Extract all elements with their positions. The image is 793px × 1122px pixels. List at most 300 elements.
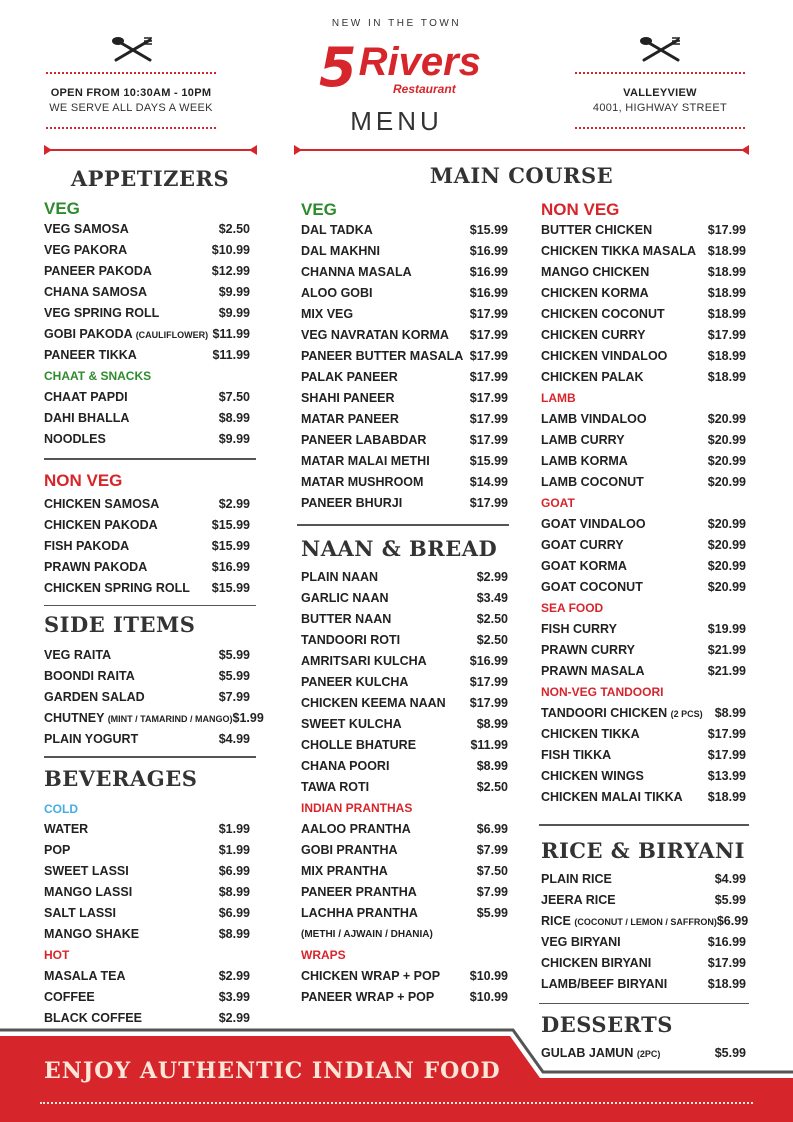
menu-item-name (541, 514, 646, 535)
item-name-text: TANDOORI CHICKEN (541, 706, 668, 720)
menu-item-price: $20.99 (707, 475, 746, 489)
menu-item-name (44, 924, 139, 945)
item-name-text: MIX VEG (301, 307, 354, 321)
menu-item-name (44, 687, 145, 708)
menu-item-row (44, 987, 250, 1008)
item-name-text: GOBI PRANTHA (301, 842, 398, 857)
menu-item-name (301, 672, 408, 693)
hours-line: OPEN FROM 10:30AM - 10PM (50, 87, 212, 99)
item-name-text: BOONDI RAITA (44, 669, 135, 683)
item-name-text: MATAR PANEER (301, 412, 399, 426)
menu-item-name (44, 557, 147, 578)
menu-item-name (44, 240, 127, 261)
naan-list (301, 567, 508, 798)
menu-item-price: $2.99 (218, 496, 250, 511)
divider (44, 605, 256, 607)
menu-item-row (44, 219, 250, 240)
menu-item-row (541, 346, 746, 367)
wraps-label: WRAPS (301, 947, 346, 962)
menu-item-row (301, 262, 508, 283)
menu-item-name (541, 220, 652, 241)
menu-item-price: $11.99 (212, 327, 250, 341)
menu-item-row (301, 451, 508, 472)
menu-item-price: $2.99 (476, 569, 508, 584)
menu-item-row (541, 283, 746, 304)
menu-item-price: $9.99 (218, 306, 250, 320)
divider (44, 756, 256, 758)
menu-item-name (301, 325, 449, 346)
menu-item-price: $17.99 (707, 328, 746, 342)
menu-item-name (44, 408, 129, 429)
menu-item-name (541, 367, 644, 388)
item-name-text: FISH CURRY (541, 622, 617, 636)
menu-item-price: $8.99 (218, 884, 250, 899)
menu-item-price: $2.50 (218, 222, 250, 236)
item-name-text: CHICKEN TIKKA MASALA (541, 244, 697, 258)
menu-item-name (301, 346, 463, 367)
item-name-text: MIX PRANTHA (301, 863, 388, 878)
divider (297, 524, 509, 526)
main-veg-list (301, 220, 508, 514)
menu-item-name (44, 536, 129, 557)
menu-item-row (541, 325, 746, 346)
menu-item-price: $2.99 (218, 1010, 250, 1025)
menu-item-row (541, 787, 746, 808)
fork-knife-icon (110, 36, 156, 64)
menu-item-row (541, 703, 746, 724)
menu-item-row (301, 882, 508, 903)
menu-item-row (44, 494, 250, 515)
menu-item-name (541, 911, 717, 932)
menu-item-row (541, 953, 746, 974)
item-name-text: MANGO SHAKE (44, 926, 140, 941)
hours-box (46, 72, 216, 129)
menu-item-row (541, 535, 746, 556)
menu-item-price: $6.99 (218, 905, 250, 920)
menu-item-name (301, 966, 440, 987)
menu-item-price: $18.99 (707, 286, 746, 300)
menu-item-name (44, 429, 106, 450)
tagline: NEW IN THE TOWN (331, 18, 462, 29)
menu-item-name (44, 282, 147, 303)
item-name-text: CHICKEN SPRING ROLL (44, 580, 190, 595)
menu-item-name (301, 777, 369, 798)
menu-item-name (301, 819, 411, 840)
seafood-list (541, 619, 746, 682)
item-name-text: GOAT CURRY (541, 538, 624, 552)
item-name-text: SWEET LASSI (44, 863, 129, 878)
menu-item-price: $15.99 (211, 538, 250, 553)
menu-item-price: $17.99 (707, 223, 746, 237)
menu-item-row (44, 924, 250, 945)
menu-item-name (541, 974, 667, 995)
lamb-list (541, 409, 746, 493)
menu-item-price: $17.99 (469, 307, 508, 321)
menu-item-row (541, 367, 746, 388)
item-name-text: AALOO PRANTHA (301, 821, 411, 836)
item-name-text: VEG PAKORA (44, 243, 128, 257)
menu-item-price: $20.99 (707, 412, 746, 426)
item-name-text: MATAR MALAI METHI (301, 454, 430, 468)
menu-item-row (44, 819, 250, 840)
menu-item-price: $5.99 (218, 648, 250, 662)
item-name-text: LAMB CURRY (541, 433, 625, 447)
menu-item-row (44, 729, 250, 750)
item-name-text: DAL TADKA (301, 223, 373, 237)
menu-item-name (301, 472, 423, 493)
menu-item-price: $9.99 (218, 285, 250, 299)
menu-item-price: $11.99 (470, 737, 508, 752)
menu-item-price: $21.99 (707, 643, 746, 657)
footer-slogan: ENJOY AUTHENTIC INDIAN FOOD (44, 1058, 501, 1084)
item-name-text: LAMB KORMA (541, 454, 628, 468)
menu-item-row (301, 819, 508, 840)
item-name-text: PANEER BHURJI (301, 496, 403, 510)
item-name-text: CHANA SAMOSA (44, 285, 148, 299)
item-name-text: CHICKEN KEEMA NAAN (301, 695, 446, 710)
desserts-title: DESSERTS (541, 1012, 673, 1037)
veg-label: VEG (44, 199, 80, 218)
menu-item-name (541, 325, 645, 346)
menu-item-row (44, 303, 250, 324)
menu-item-name (44, 708, 233, 729)
goat-list (541, 514, 746, 598)
menu-item-price: $10.99 (469, 989, 508, 1004)
item-name-text: CHICKEN BIRYANI (541, 955, 652, 970)
menu-item-row (44, 1008, 250, 1029)
menu-item-row (541, 262, 746, 283)
menu-item-price: $8.99 (476, 716, 508, 731)
menu-item-price: $10.99 (211, 243, 250, 257)
menu-item-row (301, 283, 508, 304)
item-name-text: PRAWN PAKODA (44, 559, 148, 574)
item-name-text: FISH PAKODA (44, 538, 130, 553)
menu-item-name (44, 987, 95, 1008)
menu-item-row (44, 282, 250, 303)
item-note: (MINT / TAMARIND / MANGO) (107, 714, 233, 724)
item-name-text: AMRITSARI KULCHA (301, 653, 427, 668)
column-middle (301, 200, 508, 1008)
menu-item-name (541, 262, 649, 283)
menu-item-row (301, 966, 508, 987)
item-name-text: CHICKEN WRAP + POP (301, 968, 441, 983)
menu-item-name (44, 1008, 142, 1029)
menu-item-row (301, 493, 508, 514)
logo-word: Rivers (358, 40, 481, 84)
rule-arrow (44, 145, 52, 155)
menu-item-row (541, 577, 746, 598)
item-name-text: BUTTER NAAN (301, 611, 392, 626)
menu-item-row (301, 409, 508, 430)
menu-item-price: $4.99 (714, 871, 746, 886)
lamb-label: LAMB (541, 391, 576, 405)
menu-item-price: $16.99 (707, 934, 746, 949)
menu-item-row (301, 777, 508, 798)
menu-item-price: $7.50 (218, 390, 250, 404)
menu-item-price: $2.99 (218, 968, 250, 983)
menu-item-row (44, 708, 264, 729)
menu-item-price: $16.99 (211, 559, 250, 574)
menu-item-price: $6.99 (476, 821, 508, 836)
item-name-text: GOAT VINDALOO (541, 517, 646, 531)
menu-item-name (541, 745, 611, 766)
logo-subtitle: Restaurant (393, 82, 456, 96)
item-name-text: GARDEN SALAD (44, 690, 145, 704)
item-name-text: MANGO CHICKEN (541, 265, 650, 279)
menu-item-row (44, 345, 250, 366)
menu-item-name (541, 640, 635, 661)
beverages-title: BEVERAGES (44, 765, 198, 791)
menu-item-name (541, 787, 683, 808)
menu-item-row (301, 756, 508, 777)
menu-item-name (541, 304, 665, 325)
item-name-text: LACHHA PRANTHA (301, 905, 418, 920)
menu-item-row (301, 714, 508, 735)
menu-item-price: $7.99 (476, 842, 508, 857)
menu-item-price: $18.99 (707, 370, 746, 384)
menu-item-price: $16.99 (469, 653, 508, 668)
menu-item-price: $8.99 (476, 758, 508, 773)
column-right (541, 200, 749, 1064)
item-name-text: CHANNA MASALA (301, 265, 412, 279)
menu-item-price: $17.99 (469, 496, 508, 510)
menu-item-name (541, 241, 696, 262)
menu-item-price: $10.99 (469, 968, 508, 983)
menu-item-name (44, 219, 129, 240)
item-name-text: PANEER KULCHA (301, 674, 409, 689)
item-name-text: PANEER PAKODA (44, 264, 152, 278)
menu-item-name (301, 283, 373, 304)
item-name-text: VEG NAVRATAN KORMA (301, 328, 449, 342)
pranthas-label: INDIAN PRANTHAS (301, 800, 413, 815)
menu-item-name (44, 966, 125, 987)
menu-item-price: $2.50 (476, 632, 508, 647)
menu-item-name (301, 241, 380, 262)
item-name-text: CHICKEN VINDALOO (541, 349, 668, 363)
menu-item-name (301, 714, 402, 735)
menu-item-price: $1.99 (232, 711, 264, 725)
menu-item-price: $1.99 (218, 821, 250, 836)
item-name-text: CHANA POORI (301, 758, 390, 773)
menu-item-row (301, 693, 508, 714)
menu-item-name (44, 903, 116, 924)
item-name-text: CHICKEN TIKKA (541, 727, 640, 741)
menu-item-name (541, 472, 644, 493)
menu-item-price: $17.99 (469, 695, 508, 710)
menu-item-row (541, 472, 746, 493)
menu-item-name (301, 840, 398, 861)
goat-label: GOAT (541, 496, 575, 510)
menu-item-name (44, 345, 137, 366)
menu-item-price: $3.49 (476, 590, 508, 605)
menu-item-row (541, 869, 746, 890)
menu-item-price: $2.50 (476, 611, 508, 626)
menu-item-name (44, 819, 88, 840)
menu-item-row (301, 567, 508, 588)
address-box (575, 72, 745, 129)
chaat-label: CHAAT & SNACKS (44, 369, 152, 383)
nonveg-label: NON VEG (541, 200, 620, 219)
menu-item-row (301, 588, 508, 609)
divider (575, 127, 745, 129)
menu-item-name (44, 645, 111, 666)
wraps-list (301, 966, 508, 1008)
menu-item-name (301, 451, 430, 472)
menu-item-name (301, 861, 388, 882)
menu-item-name (44, 261, 152, 282)
item-name-text: PRAWN CURRY (541, 643, 635, 657)
item-name-text: VEG RAITA (44, 648, 112, 662)
chaat-list (44, 387, 250, 450)
menu-item-name (301, 367, 398, 388)
hot-label: HOT (44, 947, 70, 962)
menu-item-name (301, 567, 378, 588)
menu-item-name (44, 515, 158, 536)
item-name-text: LAMB VINDALOO (541, 412, 647, 426)
item-name-text: GOAT KORMA (541, 559, 627, 573)
menu-item-price: $15.99 (469, 454, 508, 468)
item-name-text: DAL MAKHNI (301, 244, 380, 258)
menu-item-price: $20.99 (707, 433, 746, 447)
appetizers-nonveg-list (44, 494, 250, 599)
menu-item-name (541, 766, 644, 787)
menu-item-price: $3.99 (218, 989, 250, 1004)
menu-item-price: $13.99 (707, 769, 746, 783)
menu-item-row (301, 735, 508, 756)
menu-item-row (301, 220, 508, 241)
menu-item-price: $18.99 (707, 244, 746, 258)
item-note: (2PC) (636, 1049, 661, 1059)
menu-item-row (301, 325, 508, 346)
menu-item-name (44, 882, 132, 903)
section-rule (294, 149, 749, 151)
menu-item-row (541, 766, 746, 787)
menu-item-price: $6.99 (218, 863, 250, 878)
menu-item-price: $7.99 (218, 690, 250, 704)
item-name-text: PRAWN MASALA (541, 664, 645, 678)
menu-item-price: $17.99 (707, 955, 746, 970)
menu-item-price: $14.99 (469, 475, 508, 489)
item-name-text: SWEET KULCHA (301, 716, 402, 731)
item-name-text: SALT LASSI (44, 905, 116, 920)
menu-item-price: $5.99 (218, 669, 250, 683)
main-course-title: MAIN COURSE (429, 163, 614, 188)
appetizers-title: APPETIZERS (70, 166, 230, 191)
address-street: 4001, HIGHWAY STREET (592, 102, 728, 114)
menu-item-row (44, 387, 250, 408)
item-name-text: VEG SPRING ROLL (44, 306, 160, 320)
menu-item-name (301, 430, 426, 451)
menu-item-name (301, 903, 418, 924)
menu-item-price: $7.99 (476, 884, 508, 899)
menu-item-row (44, 324, 250, 345)
menu-item-row (44, 408, 250, 429)
item-name-text: VEG BIRYANI (541, 934, 621, 949)
item-name-text: CHICKEN PAKODA (44, 517, 158, 532)
menu-item-price: $17.99 (469, 674, 508, 689)
tandoori-list (541, 703, 746, 808)
menu-item-row (541, 451, 746, 472)
menu-item-row (44, 666, 250, 687)
menu-item-price: $17.99 (469, 433, 508, 447)
menu-item-name (301, 609, 391, 630)
menu-item-row (44, 536, 250, 557)
item-name-text: PANEER BUTTER MASALA (301, 349, 464, 363)
menu-item-name (301, 987, 434, 1008)
item-name-text: CHAAT PAPDI (44, 390, 128, 404)
item-name-text: CHOLLE BHATURE (301, 737, 417, 752)
item-name-text: MASALA TEA (44, 968, 126, 983)
menu-item-price: $2.50 (476, 779, 508, 794)
rule-arrow (249, 145, 257, 155)
item-name-text: CHICKEN SAMOSA (44, 496, 160, 511)
item-name-text: MATAR MUSHROOM (301, 475, 424, 489)
menu-item-price: $16.99 (469, 244, 508, 258)
divider (539, 1003, 749, 1005)
menu-item-name (301, 693, 446, 714)
column-left (44, 166, 264, 1029)
item-name-text: MANGO LASSI (44, 884, 133, 899)
item-name-text: RICE (541, 913, 571, 928)
menu-item-price: $17.99 (469, 349, 508, 363)
item-name-text: COFFEE (44, 989, 95, 1004)
item-name-text: CHICKEN WINGS (541, 769, 644, 783)
menu-item-price: $20.99 (707, 538, 746, 552)
seafood-label: SEA FOOD (541, 601, 604, 615)
divider (46, 127, 216, 129)
menu-item-row (301, 987, 508, 1008)
menu-item-row (44, 903, 250, 924)
menu-item-name (541, 346, 667, 367)
menu-item-price: $8.99 (714, 706, 746, 720)
section-rule (44, 149, 257, 151)
item-name-text: JEERA RICE (541, 892, 616, 907)
menu-item-price: $16.99 (469, 286, 508, 300)
menu-item-price: $9.99 (218, 432, 250, 446)
menu-item-name (541, 283, 649, 304)
menu-item-price: $18.99 (707, 265, 746, 279)
menu-item-name (44, 578, 190, 599)
menu-item-price: $11.99 (212, 348, 250, 362)
menu-item-row (301, 241, 508, 262)
menu-item-name (44, 666, 135, 687)
menu-item-price: $18.99 (707, 976, 746, 991)
menu-item-name (44, 324, 208, 345)
menu-item-price: $5.99 (714, 892, 746, 907)
item-name-text: GULAB JAMUN (541, 1046, 634, 1060)
menu-item-price: $18.99 (707, 307, 746, 321)
menu-item-price: $18.99 (707, 790, 746, 804)
menu-item-row (301, 672, 508, 693)
item-note: (COCONUT / LEMON / SAFFRON) (574, 916, 717, 927)
footer-dots (40, 1102, 753, 1104)
nonveg-label: NON VEG (44, 470, 123, 490)
menu-item-name (541, 535, 624, 556)
menu-item-price: $20.99 (707, 517, 746, 531)
menu-item-row (44, 557, 250, 578)
menu-item-name (541, 703, 703, 724)
menu-item-row (541, 974, 746, 995)
menu-item-name (301, 304, 353, 325)
divider (46, 72, 216, 74)
item-name-text: TANDOORI ROTI (301, 632, 401, 647)
menu-item-name (541, 953, 651, 974)
menu-item-name (541, 430, 625, 451)
menu-item-row (541, 932, 746, 953)
menu-item-row (541, 304, 746, 325)
menu-item-name (541, 409, 647, 430)
menu-item-row (301, 430, 508, 451)
